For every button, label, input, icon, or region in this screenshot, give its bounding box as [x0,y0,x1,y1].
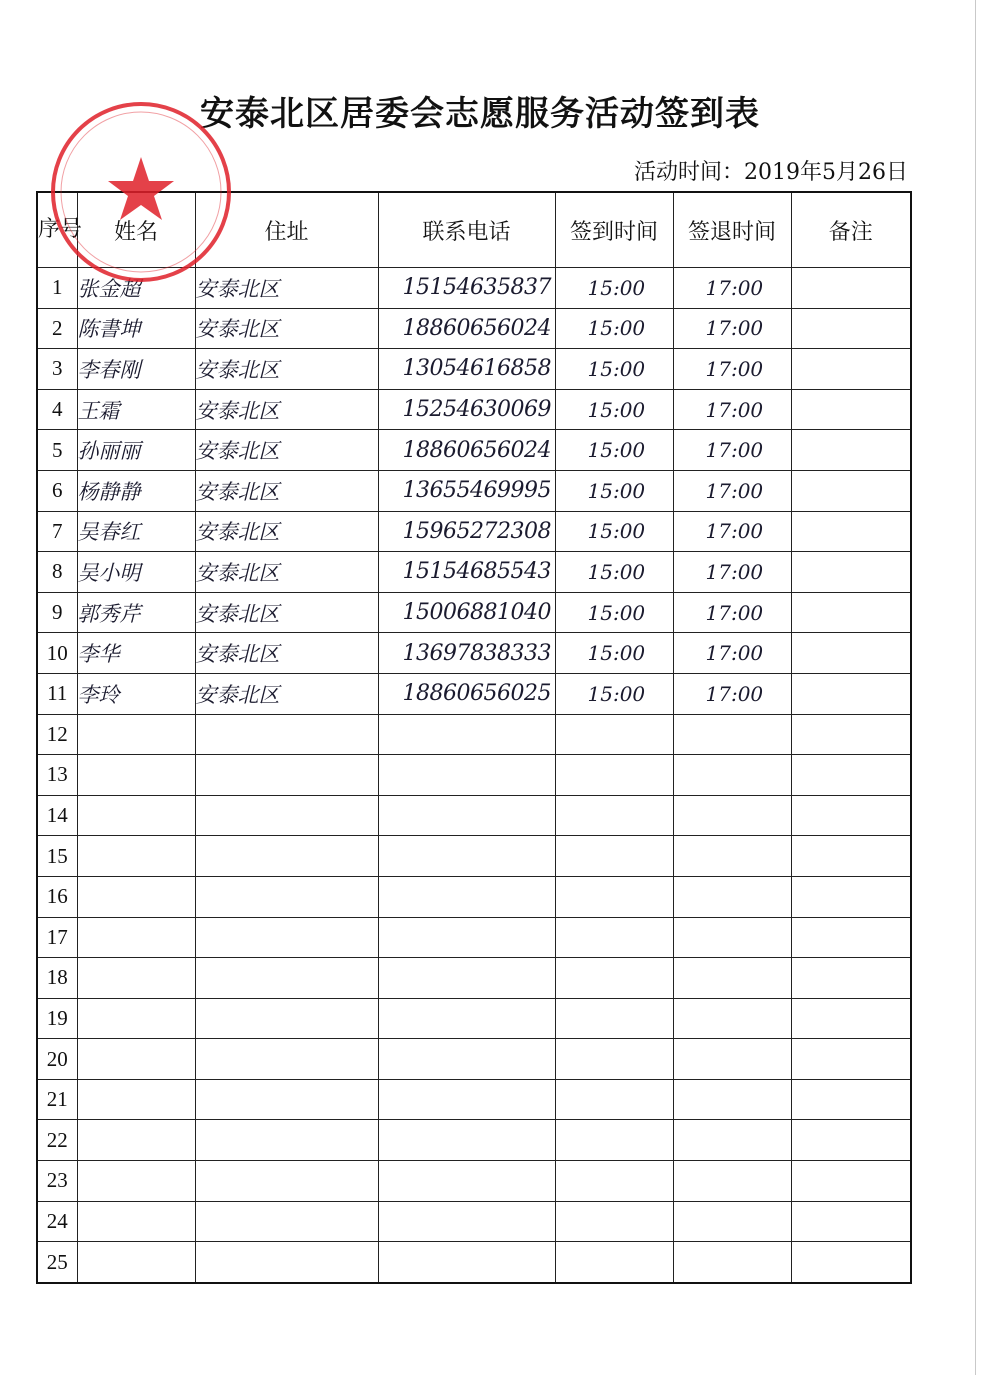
cell-name [77,958,195,999]
cell-name: 杨静静 [77,470,195,511]
cell-address [195,795,378,836]
cell-address: 安泰北区 [195,470,378,511]
table-row [37,592,911,633]
table-row [37,998,911,1039]
cell-no: 22 [37,1120,77,1161]
cell-address: 安泰北区 [195,552,378,593]
cell-remarks [791,1201,911,1242]
cell-no: 9 [37,592,77,633]
cell-sign-in: 15:00 [555,268,673,309]
cell-remarks [791,552,911,593]
table-row [37,836,911,877]
cell-no: 15 [37,836,77,877]
cell-sign-in: 15:00 [555,673,673,714]
cell-remarks [791,511,911,552]
cell-phone [378,876,555,917]
cell-sign-out [673,998,791,1039]
cell-remarks [791,1039,911,1080]
cell-remarks [791,876,911,917]
table-row [37,308,911,349]
cell-no: 10 [37,633,77,674]
cell-phone [378,1201,555,1242]
cell-address: 安泰北区 [195,268,378,309]
cell-sign-out: 17:00 [673,511,791,552]
cell-name [77,876,195,917]
cell-address [195,876,378,917]
cell-name [77,1201,195,1242]
cell-no: 14 [37,795,77,836]
cell-remarks [791,349,911,390]
cell-address: 安泰北区 [195,592,378,633]
cell-no: 2 [37,308,77,349]
table-row [37,349,911,390]
cell-sign-in: 15:00 [555,592,673,633]
cell-remarks [791,917,911,958]
cell-name [77,755,195,796]
cell-sign-out [673,1242,791,1283]
cell-no: 24 [37,1201,77,1242]
cell-remarks [791,836,911,877]
cell-name: 李春刚 [77,349,195,390]
cell-phone: 15965272308 [378,511,555,552]
table-row [37,552,911,593]
cell-sign-in: 15:00 [555,430,673,471]
cell-sign-out [673,917,791,958]
cell-address: 安泰北区 [195,633,378,674]
cell-no: 4 [37,389,77,430]
cell-phone: 15154635837 [378,268,555,309]
cell-address: 安泰北区 [195,673,378,714]
cell-sign-out: 17:00 [673,552,791,593]
cell-sign-in: 15:00 [555,470,673,511]
cell-name: 孙丽丽 [77,430,195,471]
cell-sign-in [555,1120,673,1161]
table-row [37,1242,911,1283]
cell-address [195,1201,378,1242]
cell-address: 安泰北区 [195,430,378,471]
cell-name: 郭秀芹 [77,592,195,633]
cell-sign-out: 17:00 [673,430,791,471]
cell-name: 吴春红 [77,511,195,552]
cell-phone [378,836,555,877]
table-row [37,917,911,958]
cell-phone [378,1161,555,1202]
cell-sign-in [555,755,673,796]
cell-sign-out: 17:00 [673,389,791,430]
cell-no: 5 [37,430,77,471]
cell-phone [378,958,555,999]
table-row [37,470,911,511]
table-header-row [37,192,911,268]
cell-address: 安泰北区 [195,389,378,430]
cell-phone [378,755,555,796]
cell-no: 19 [37,998,77,1039]
cell-name [77,1120,195,1161]
cell-sign-in: 15:00 [555,308,673,349]
cell-remarks [791,1242,911,1283]
cell-sign-out [673,876,791,917]
header-address: 住址 [195,192,378,268]
cell-no: 23 [37,1161,77,1202]
cell-address [195,1079,378,1120]
cell-address: 安泰北区 [195,511,378,552]
cell-no: 16 [37,876,77,917]
cell-remarks [791,714,911,755]
cell-phone [378,1242,555,1283]
cell-sign-out: 17:00 [673,673,791,714]
header-name: 姓名 [77,192,195,268]
cell-sign-in [555,795,673,836]
table-row [37,1039,911,1080]
cell-address [195,958,378,999]
cell-no: 20 [37,1039,77,1080]
cell-sign-in: 15:00 [555,552,673,593]
cell-sign-out: 17:00 [673,349,791,390]
cell-phone: 18860656024 [378,308,555,349]
page-title: 安泰北区居委会志愿服务活动签到表 [200,94,760,134]
cell-sign-in [555,836,673,877]
cell-name: 张金超 [77,268,195,309]
cell-sign-in [555,876,673,917]
cell-address: 安泰北区 [195,308,378,349]
cell-address [195,998,378,1039]
activity-time-value: 2019年5月26日 [744,160,908,185]
signin-table [36,191,912,1284]
cell-phone [378,1120,555,1161]
cell-sign-out [673,755,791,796]
table-row [37,755,911,796]
cell-phone [378,917,555,958]
cell-remarks [791,795,911,836]
header-no: 序号 [37,192,77,268]
cell-phone: 15254630069 [378,389,555,430]
cell-sign-out: 17:00 [673,470,791,511]
scan-edge-line [975,0,976,1375]
cell-name: 吴小明 [77,552,195,593]
cell-sign-in [555,958,673,999]
cell-sign-in [555,1201,673,1242]
cell-no: 12 [37,714,77,755]
cell-address [195,1120,378,1161]
cell-phone: 13697838333 [378,633,555,674]
cell-remarks [791,308,911,349]
cell-no: 6 [37,470,77,511]
cell-sign-in [555,714,673,755]
cell-sign-out [673,836,791,877]
cell-remarks [791,592,911,633]
cell-name [77,714,195,755]
cell-name [77,1079,195,1120]
activity-time-label: 活动时间： [634,160,745,185]
cell-sign-out [673,1161,791,1202]
cell-name [77,1161,195,1202]
cell-phone: 15154685543 [378,552,555,593]
cell-sign-out: 17:00 [673,308,791,349]
cell-name [77,917,195,958]
cell-address [195,917,378,958]
table-row [37,1079,911,1120]
table-row [37,1161,911,1202]
table-row [37,389,911,430]
cell-no: 21 [37,1079,77,1120]
cell-no: 13 [37,755,77,796]
cell-sign-out: 17:00 [673,592,791,633]
cell-name [77,1242,195,1283]
cell-no: 18 [37,958,77,999]
cell-name [77,836,195,877]
table-row [37,673,911,714]
cell-name [77,998,195,1039]
cell-remarks [791,755,911,796]
cell-sign-in [555,917,673,958]
table-row [37,1201,911,1242]
cell-address: 安泰北区 [195,349,378,390]
cell-name: 陈書坤 [77,308,195,349]
table-row [37,268,911,309]
cell-sign-out [673,714,791,755]
cell-sign-in [555,998,673,1039]
cell-no: 25 [37,1242,77,1283]
cell-no: 11 [37,673,77,714]
cell-remarks [791,389,911,430]
cell-address [195,714,378,755]
activity-time [634,155,908,186]
cell-sign-in: 15:00 [555,389,673,430]
cell-sign-out [673,1120,791,1161]
cell-no: 1 [37,268,77,309]
cell-sign-out [673,1079,791,1120]
cell-name: 王霜 [77,389,195,430]
header-sign-out: 签退时间 [673,192,791,268]
cell-remarks [791,998,911,1039]
table-row [37,714,911,755]
cell-phone [378,795,555,836]
cell-sign-out [673,958,791,999]
cell-remarks [791,1120,911,1161]
cell-sign-out: 17:00 [673,633,791,674]
cell-phone: 13655469995 [378,470,555,511]
cell-no: 8 [37,552,77,593]
cell-phone [378,714,555,755]
cell-no: 3 [37,349,77,390]
cell-remarks [791,1079,911,1120]
cell-address [195,1242,378,1283]
table-row [37,633,911,674]
cell-phone: 15006881040 [378,592,555,633]
header-phone: 联系电话 [378,192,555,268]
cell-remarks [791,1161,911,1202]
cell-name [77,795,195,836]
cell-sign-in [555,1039,673,1080]
cell-remarks [791,633,911,674]
cell-remarks [791,268,911,309]
cell-phone: 18860656025 [378,673,555,714]
header-remarks: 备注 [791,192,911,268]
cell-phone [378,1079,555,1120]
cell-sign-out [673,1039,791,1080]
cell-no: 7 [37,511,77,552]
cell-address [195,755,378,796]
cell-sign-out [673,795,791,836]
table-row [37,511,911,552]
cell-remarks [791,430,911,471]
table-row [37,795,911,836]
cell-remarks [791,673,911,714]
cell-sign-in: 15:00 [555,349,673,390]
cell-phone: 13054616858 [378,349,555,390]
table-row [37,958,911,999]
cell-sign-in [555,1161,673,1202]
cell-name: 李玲 [77,673,195,714]
table-row [37,876,911,917]
table-row [37,430,911,471]
cell-address [195,1039,378,1080]
cell-name [77,1039,195,1080]
cell-phone: 18860656024 [378,430,555,471]
cell-address [195,1161,378,1202]
cell-no: 17 [37,917,77,958]
cell-remarks [791,958,911,999]
cell-address [195,836,378,877]
cell-phone [378,998,555,1039]
table-row [37,1120,911,1161]
cell-sign-out [673,1201,791,1242]
cell-phone [378,1039,555,1080]
cell-sign-in [555,1242,673,1283]
cell-sign-out: 17:00 [673,268,791,309]
cell-sign-in: 15:00 [555,633,673,674]
cell-name: 李华 [77,633,195,674]
cell-remarks [791,470,911,511]
cell-sign-in [555,1079,673,1120]
header-sign-in: 签到时间 [555,192,673,268]
cell-sign-in: 15:00 [555,511,673,552]
